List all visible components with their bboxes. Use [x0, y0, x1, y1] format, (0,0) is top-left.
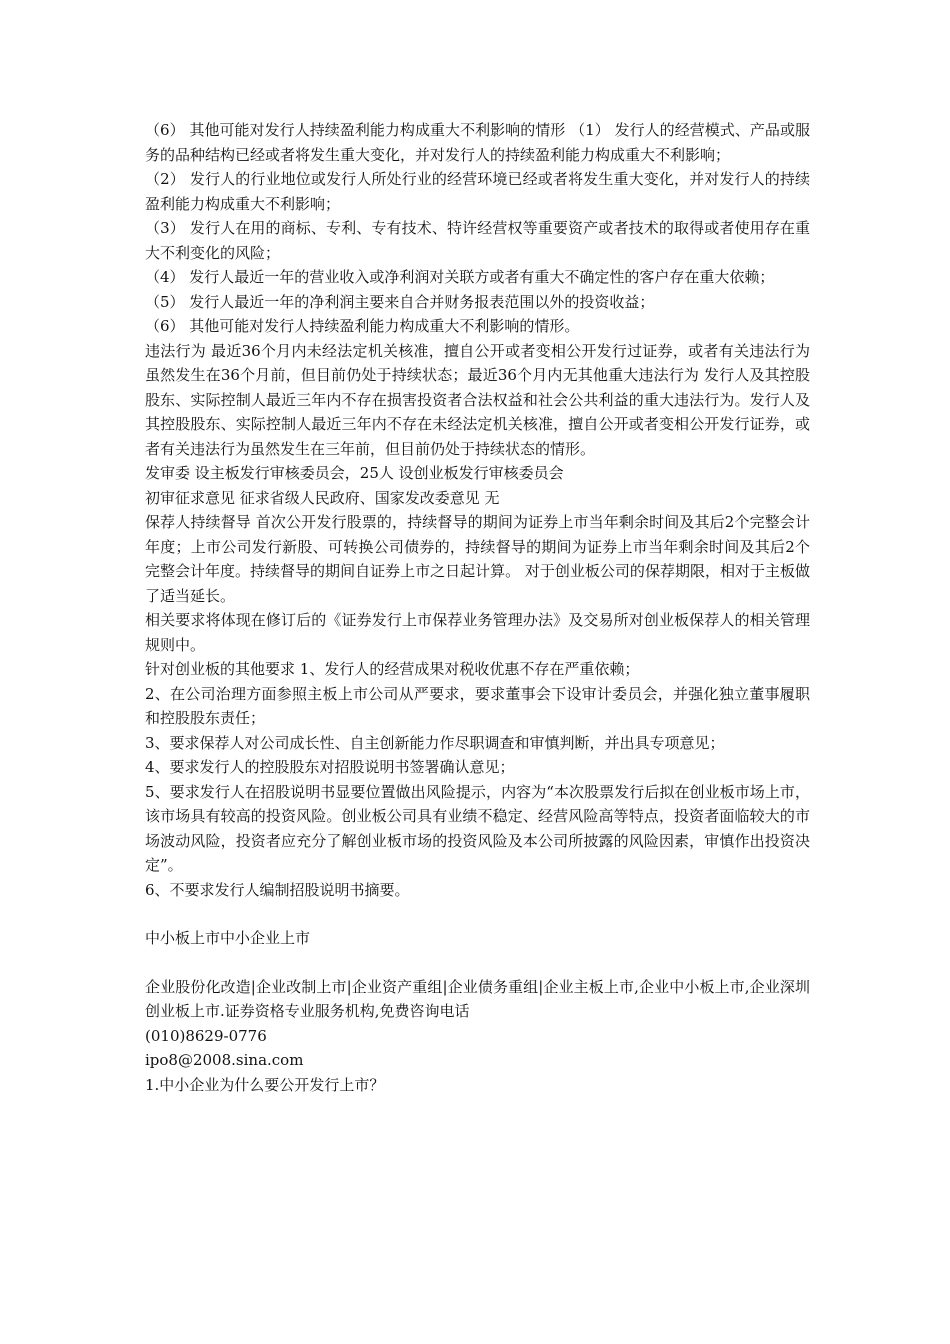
paragraph: （2） 发行人的行业地位或发行人所处行业的经营环境已经或者将发生重大变化，并对发行人的持续盈利能力构成重大不利影响；: [145, 170, 810, 213]
paragraph: 违法行为 最近36个月内未经法定机关核准，擅自公开或者变相公开发行过证券，或者有关违法行为虽然发生在36个月前，但目前仍处于持续状态；最近36个月内无其他重大违法行为 发行人及其控股股东、实际控制人最近三年内不存在损害投资者合法权益和社会公共利益的重大违法行为。发行人及其控股股东、实际控制人最近三年内不存在未经法定机关核准，擅自公开或者变相公开发行证券，或者有关违法行为虽然发生在三年前，但目前仍处于持续状态的情形。: [145, 341, 810, 458]
email-address: ipo8@2008.sina.com: [145, 1051, 304, 1069]
paragraph: （3） 发行人在用的商标、专利、专有技术、特许经营权等重要资产或者技术的取得或者使用存在重大不利变化的风险；: [145, 219, 810, 262]
blank-line: [145, 902, 810, 926]
paragraph: 相关要求将体现在修订后的《证券发行上市保荐业务管理办法》及交易所对创业板保荐人的相关管理规则中。: [145, 611, 810, 654]
paragraph: （6） 其他可能对发行人持续盈利能力构成重大不利影响的情形。: [145, 317, 580, 335]
paragraph: 6、不要求发行人编制招股说明书摘要。: [145, 880, 410, 899]
paragraph: 保荐人持续督导 首次公开发行股票的，持续督导的期间为证券上市当年剩余时间及其后2个完整会计年度；上市公司发行新股、可转换公司债券的，持续督导的期间为证券上市当年剩余时间及其后2个完整会计年度。持续督导的期间自证券上市之日起计算。 对于创业板公司的保荐期限，相对于主板做了适当延长。: [145, 513, 810, 605]
blank-line: [145, 951, 810, 975]
document-body: [145, 118, 810, 1097]
paragraph: （6） 其他可能对发行人持续盈利能力构成重大不利影响的情形 （1） 发行人的经营模式、产品或服务的品种结构已经或者将发生重大变化，并对发行人的持续盈利能力构成重大不利影响；: [145, 121, 810, 164]
paragraph: （4） 发行人最近一年的营业收入或净利润对关联方或者有重大不确定性的客户存在重大依赖；: [145, 268, 775, 286]
paragraph: 2、在公司治理方面参照主板上市公司从严要求，要求董事会下设审计委员会，并强化独立董事履职和控股股东责任；: [145, 684, 810, 727]
paragraph: 4、要求发行人的控股股东对招股说明书签署确认意见；: [145, 758, 515, 776]
paragraph: 3、要求保荐人对公司成长性、自主创新能力作尽职调查和审慎判断，并出具专项意见；: [145, 733, 725, 752]
paragraph: 初审征求意见 征求省级人民政府、国家发改委意见 无: [145, 488, 500, 507]
paragraph: 针对创业板的其他要求 1、发行人的经营成果对税收优惠不存在严重依赖；: [145, 660, 640, 678]
paragraph: （5） 发行人最近一年的净利润主要来自合并财务报表范围以外的投资收益；: [145, 292, 655, 311]
paragraph: 发审委 设主板发行审核委员会，25人 设创业板发行审核委员会: [145, 464, 564, 482]
section-heading: 中小板上市中小企业上市: [145, 929, 311, 947]
services-text: 企业股份化改造|企业改制上市|企业资产重组|企业债务重组|企业主板上市,企业中小板上市,企业深圳创业板上市.证券资格专业服务机构,免费咨询电话: [145, 977, 810, 1020]
phone-number: (010)8629-0776: [145, 1026, 267, 1045]
question-heading: 1.中小企业为什么要公开发行上市？: [145, 1075, 385, 1094]
paragraph: 5、要求发行人在招股说明书显要位置做出风险提示，内容为“本次股票发行后拟在创业板市场上市，该市场具有较高的投资风险。创业板公司具有业绩不稳定、经营风险高等特点，投资者面临较大的市场波动风险，投资者应充分了解创业板市场的投资风险及本公司所披露的风险因素，审慎作出投资决定”。: [145, 782, 810, 874]
